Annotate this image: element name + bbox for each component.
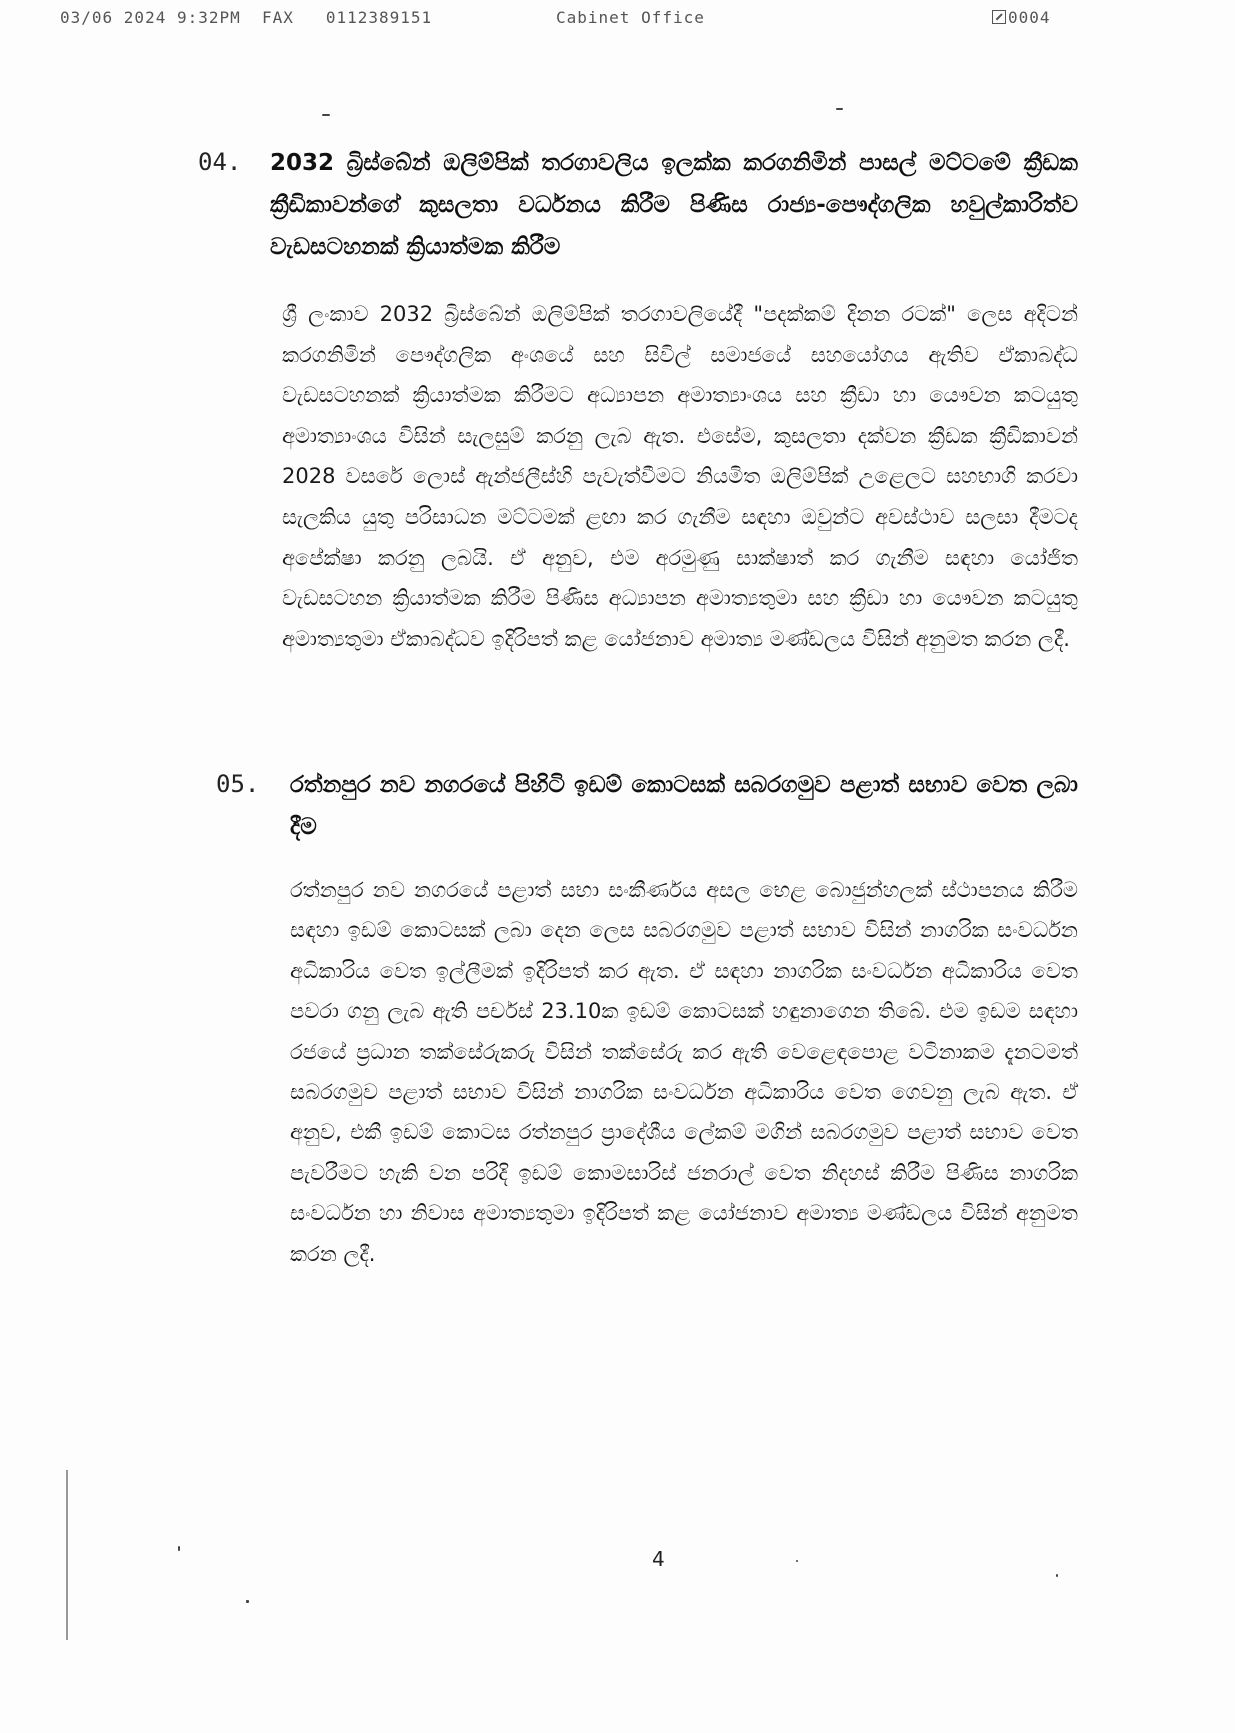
section-body: ශ්‍රී ලංකාව 2032 බ්‍රිස්බේන් ඔලිම්පික් තරගාවලියේදී "පදක්කම් දිනන රටක්" ලෙස අදිටන් කරගනිමින් පෞද්ගලික අංශයේ සහ සිවිල් සමාජයේ සහයෝගය ඇතිව ඒකාබද්ධ වැඩසටහනක් ක්‍රියාත්මක කිරීමට අධ්‍යාපන අමාත්‍යාංශය සහ ක්‍රීඩා හා යෞවන කටයුතු අමාත්‍යාංශය විසින් සැලසුම් කරනු ලැබ ඇත. එසේම, කුසලතා දක්වන ක්‍රීඩක ක්‍රීඩිකාවන් 2028 වසරේ ලොස් ඇන්ජලීස්හි පැවැත්වීමට නියමිත ඔලිම්පික් උළෙලට සහභාගි කරවා සැලකිය යුතු පරිසාධන මට්ටමක් ළඟා කර ගැනීම සඳහා ඔවුන්ට අවස්ථාව සලසා දීමටද අපේක්ෂා කරනු ලබයි. ඒ අනුව, එම අරමුණු සාක්ෂාත් කර ගැනීම සඳහා යෝජිත වැඩසටහන ක්‍රියාත්මක කිරීම පිණිස අධ්‍යාපන අමාත්‍යතුමා සහ ක්‍රීඩා හා යෞවන කටයුතු අමාත්‍යතුමා ඒකාබද්ධව ඉදිරිපත් කළ යෝජනාව අමාත්‍ය මණ්ඩලය විසින් අනුමත කරන ලදී. (282, 302, 1078, 651)
section-number: 04. (198, 148, 242, 176)
fax-header (60, 8, 1070, 34)
fax-sender: Cabinet Office (556, 8, 705, 27)
fax-number: 0112389151 (325, 8, 433, 27)
fax-transmission-info (60, 8, 432, 27)
section-title: 2032 බ්‍රිස්බේන් ඔලිම්පික් තරගාවලිය ඉලක්ක කරගනිමින් පාසල් මට්ටමේ ක්‍රීඩක ක්‍රීඩිකාවන්ගේ කුසලතා වර්ධනය කිරීම පිණිස රාජ්‍ය-පෞද්ගලික හවුල්කාරිත්ව වැඩසටහනක් ක්‍රියාත්මක කිරීම (270, 150, 1078, 260)
fax-page-code (992, 8, 1051, 27)
page-number: 4 (652, 1547, 665, 1571)
scan-speck (796, 1560, 798, 1562)
scan-speck (178, 1546, 180, 1551)
fax-label: FAX (262, 8, 294, 27)
scan-edge-line (66, 1470, 68, 1640)
section-number: 05. (216, 770, 260, 798)
fax-page-code-value: 0004 (1008, 8, 1051, 27)
section-title: රත්නපුර නව නගරයේ පිහිටි ඉඩම් කොටසක් සබරගමුව පළාත් සභාව වෙත ලබා දීම (290, 772, 1078, 840)
scan-speck (246, 1600, 249, 1603)
section-body: රත්නපුර නව නගරයේ පළාත් සභා සංකීර්ණය අසල භෙළ බොජුන්හලක් ස්ථාපනය කිරීම සඳහා ඉඩම් කොටසක් ලබා දෙන ලෙස සබරගමුව පළාත් සභාව විසින් නාගරික සංවර්ධන අධිකාරිය වෙත ඉල්ලීමක් ඉදිරිපත් කර ඇත. ඒ සඳහා නාගරික සංවර්ධන අධිකාරිය වෙත පවරා ගනු ලැබ ඇති පර්චස් 23.10ක ඉඩම් කොටසක් හඳුනාගෙන තිබේ. එම ඉඩම සඳහා රජයේ ප්‍රධාන තක්සේරුකරු විසින් තක්සේරු කර ඇති වෙළෙඳපොළ වටිනාකම දැනටමත් සබරගමුව පළාත් සභාව විසින් නාගරික සංවර්ධන අධිකාරිය වෙත ගෙවනු ලැබ ඇත. ඒ අනුව, එකී ඉඩම් කොටස රත්නපුර ප්‍රාදේශීය ලේකම් මගින් සබරගමුව පළාත් සභාව වෙත පැවරීමට හැකි වන පරිදි ඉඩම් කොමසාරිස් ජනරාල් වෙත නිදහස් කිරීම පිණිස නාගරික සංවර්ධන හා නිවාස අමාත්‍යතුමා ඉදිරිපත් කළ යෝජනාව අමාත්‍ය මණ්ඩලය විසින් අනුමත කරන ලදී. (290, 878, 1078, 1266)
scan-speck (1056, 1574, 1058, 1577)
checkbox-icon (992, 10, 1006, 24)
fax-datetime: 03/06 2024 9:32PM (60, 8, 241, 27)
scan-speck (836, 108, 843, 110)
scan-speck (322, 114, 330, 116)
